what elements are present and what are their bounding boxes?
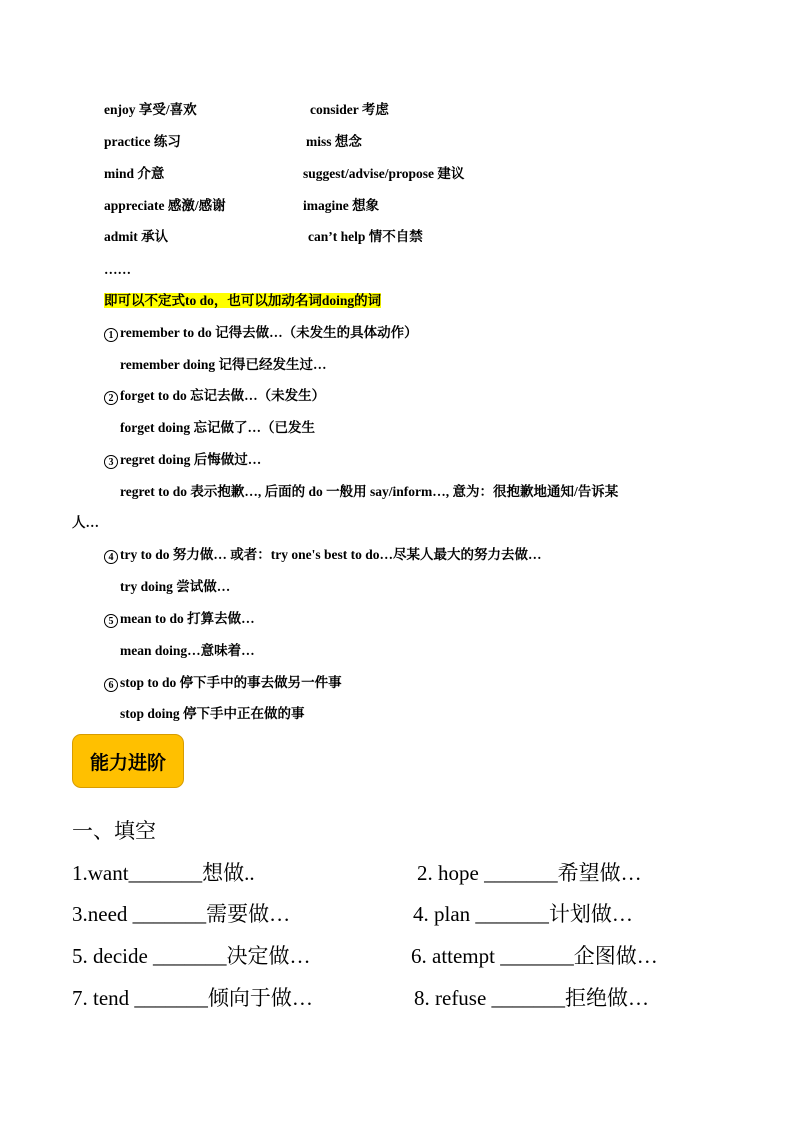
pair-line: mean doing…意味着…: [120, 643, 255, 658]
number-circle: 2: [104, 391, 118, 405]
pair-line: [104, 546, 542, 564]
exercise-item: 8. refuse _______拒绝做…: [414, 986, 650, 1010]
pair-line: stop doing 停下手中正在做的事: [120, 706, 305, 721]
number-circle: 6: [104, 678, 118, 692]
pair-text: try to do 努力做… 或者：try one's best to do…尽某人最大的努力去做…: [120, 547, 542, 562]
pair-text: forget to do 忘记去做…（未发生）: [120, 388, 326, 403]
verb-item: consider 考虑: [310, 102, 389, 117]
number-circle: 4: [104, 550, 118, 564]
number-circle: 5: [104, 614, 118, 628]
badge-label: 能力进阶: [89, 751, 166, 774]
pair-line: [104, 451, 261, 469]
exercise-item: 2. hope _______希望做…: [417, 861, 642, 885]
pair-line: remember doing 记得已经发生过…: [120, 357, 327, 372]
verb-item: suggest/advise/propose 建议: [303, 166, 465, 181]
section-title-part: 即可以不定式: [104, 293, 185, 308]
exercise-heading: 一、填空: [72, 819, 156, 843]
exercise-item: 4. plan _______计划做…: [413, 902, 633, 926]
pair-line: 人…: [72, 515, 99, 530]
verb-item: imagine 想象: [303, 198, 380, 213]
section-title-part: 的词: [354, 293, 382, 308]
verb-item: enjoy 享受/喜欢: [104, 102, 197, 117]
pair-line: forget doing 忘记做了…（已发生: [120, 420, 315, 435]
pair-text: mean to do 打算去做…: [120, 611, 255, 626]
section-title: [104, 292, 381, 310]
exercise-item: 3.need _______需要做…: [72, 902, 291, 926]
pair-line: [104, 387, 325, 405]
number-circle: 1: [104, 328, 118, 342]
pair-line: [104, 324, 418, 342]
number-circle: 3: [104, 455, 118, 469]
section-title-part: to do: [185, 293, 214, 308]
verb-item: miss 想念: [306, 134, 362, 149]
exercise-item: 5. decide _______决定做…: [72, 944, 311, 968]
pair-text: remember to do 记得去做…（未发生的具体动作）: [120, 325, 418, 340]
section-title-part: ，也可以加动名词: [213, 293, 322, 308]
verb-item: mind 介意: [104, 166, 165, 181]
exercise-item: 6. attempt _______企图做…: [411, 944, 658, 968]
exercise-item: 7. tend _______倾向于做…: [72, 986, 313, 1010]
pair-line: regret to do 表示抱歉…, 后面的 do 一般用 say/inform…, 意为：很抱歉地通知/告诉某: [120, 484, 619, 499]
pair-line: [104, 610, 255, 628]
exercise-item: 1.want_______想做..: [72, 861, 255, 885]
ellipsis-text: ……: [104, 262, 131, 277]
verb-item: practice 练习: [104, 134, 181, 149]
pair-text: regret doing 后悔做过…: [120, 452, 262, 467]
verb-item: admit 承认: [104, 229, 169, 244]
pair-line: [104, 674, 342, 692]
verb-item: appreciate 感激/感谢: [104, 198, 226, 213]
ability-advance-badge: [72, 734, 184, 788]
pair-text: stop to do 停下手中的事去做另一件事: [120, 675, 342, 690]
verb-item: can’t help 情不自禁: [308, 229, 423, 244]
section-title-part: doing: [321, 293, 355, 308]
pair-line: try doing 尝试做…: [120, 579, 231, 594]
